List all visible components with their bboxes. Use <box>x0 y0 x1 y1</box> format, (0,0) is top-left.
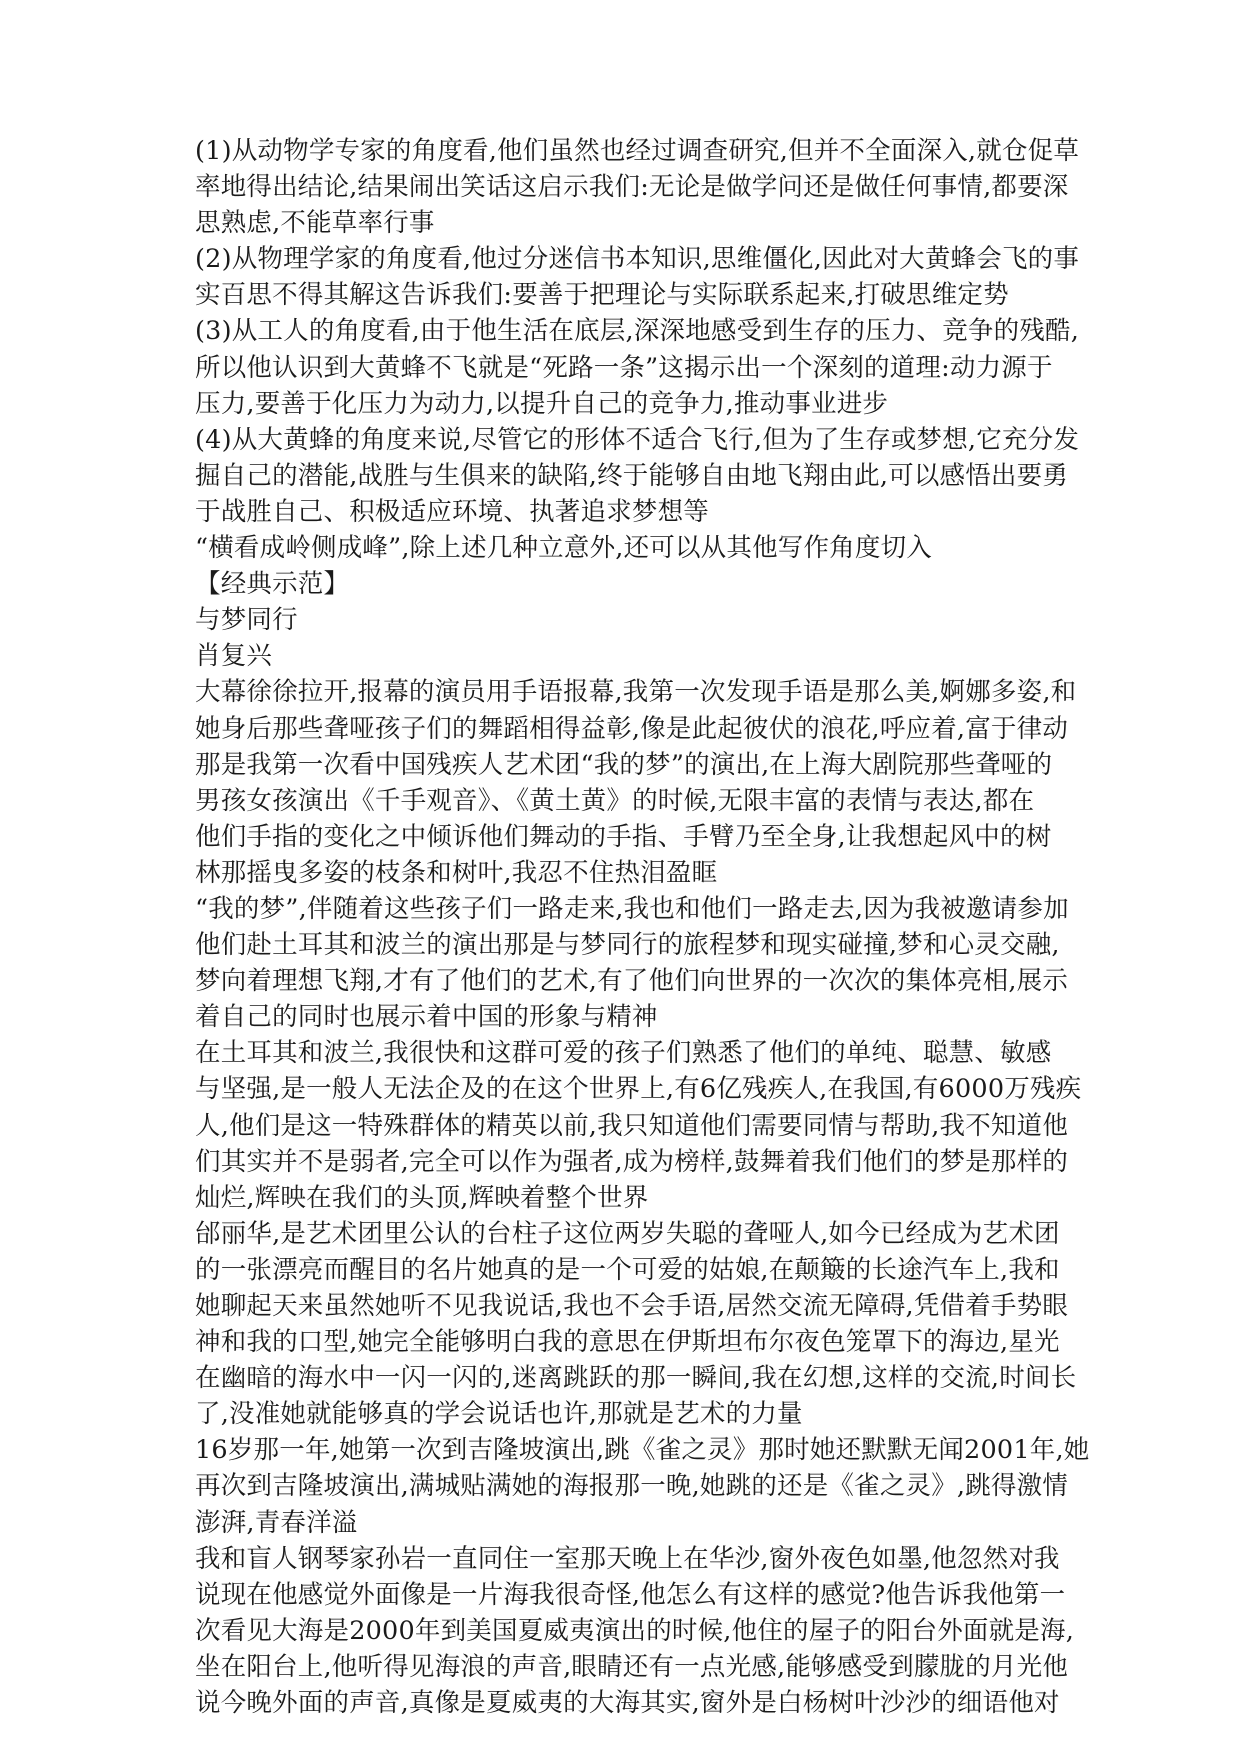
text-line: 的一张漂亮而醒目的名片她真的是一个可爱的姑娘,在颠簸的长途汽车上,我和 <box>195 1254 1060 1285</box>
text-line: 人,他们是这一特殊群体的精英以前,我只知道他们需要同情与帮助,我不知道他 <box>195 1110 1069 1141</box>
paragraph-worker <box>195 313 1080 421</box>
essay-author <box>195 638 1045 674</box>
paragraph-sun-yan <box>195 1541 1075 1721</box>
text-line: 男孩女孩演出《千手观音》、《黄土黄》的时候,无限丰富的表情与表达,都在 <box>195 785 1035 816</box>
paragraph-my-dream <box>195 891 1069 1035</box>
text-line: 灿烂,辉映在我们的头顶,辉映着整个世界 <box>195 1182 649 1213</box>
text-line: 说今晚外面的声音,真像是夏威夷的大海其实,窗外是白杨树叶沙沙的细语他对 <box>195 1688 1060 1719</box>
text-line: 16岁那一年,她第一次到吉隆坡演出,跳《雀之灵》那时她还默默无闻2001年,她 <box>195 1435 1090 1466</box>
text-line: 澎湃,青春洋溢 <box>195 1507 358 1538</box>
text-line: 梦向着理想飞翔,才有了他们的艺术,有了他们向世界的一次次的集体亮相,展示 <box>195 966 1069 997</box>
text-line: (3)从工人的角度看,由于他生活在底层,深深地感受到生存的压力、竞争的残酷, <box>195 316 1080 347</box>
section-heading <box>195 566 1045 602</box>
text-line: 掘自己的潜能,战胜与生俱来的缺陷,终于能够自由地飞翔由此,可以感悟出要勇 <box>195 460 1069 491</box>
text-line: “我的梦”,伴随着这些孩子们一路走来,我也和他们一路走去,因为我被邀请参加 <box>195 893 1069 924</box>
text-line: 她聊起天来虽然她听不见我说话,我也不会手语,居然交流无障碍,凭借着手势眼 <box>195 1291 1069 1321</box>
paragraph-tai-lihua <box>195 1216 1077 1433</box>
text-line: 大幕徐徐拉开,报幕的演员用手语报幕,我第一次发现手语是那么美,婀娜多姿,和 <box>195 677 1077 708</box>
text-line: 坐在阳台上,他听得见海浪的声音,眼睛还有一点光感,能够感受到朦胧的月光他 <box>195 1651 1069 1682</box>
text-line: “横看成岭侧成峰”,除上述几种立意外,还可以从其他写作角度切入 <box>195 533 932 564</box>
text-line: 与梦同行 <box>195 605 298 636</box>
text-line: 们其实并不是弱者,完全可以作为强者,成为榜样,鼓舞着我们他们的梦是那样的 <box>195 1146 1069 1177</box>
text-line: 实百思不得其解这告诉我们:要善于把理论与实际联系起来,打破思维定势 <box>195 280 1009 311</box>
text-line: 压力,要善于化压力为动力,以提升自己的竞争力,推动事业进步 <box>195 388 889 419</box>
text-line: 了,没准她就能够真的学会说话也许,那就是艺术的力量 <box>195 1399 803 1430</box>
text-line: (2)从物理学家的角度看,他过分迷信书本知识,思维僵化,因此对大黄蜂会飞的事 <box>195 244 1080 275</box>
text-line: 与坚强,是一般人无法企及的在这个世界上,有6亿残疾人,在我国,有6000万残疾 <box>195 1074 1082 1105</box>
paragraph-curtain <box>195 674 1077 891</box>
paragraph-biologist <box>195 133 1080 241</box>
paragraph-turkey-poland <box>195 1035 1082 1215</box>
text-line: 肖复兴 <box>195 641 273 672</box>
paragraph-other-angles <box>195 530 1045 566</box>
text-line: 林那摇曳多姿的枝条和树叶,我忍不住热泪盈眶 <box>195 857 718 888</box>
text-line: 我和盲人钢琴家孙岩一直同住一室那天晚上在华沙,窗外夜色如墨,他忽然对我 <box>195 1543 1060 1574</box>
essay-title <box>195 602 1045 638</box>
text-line: 【经典示范】 <box>195 569 350 600</box>
text-line: 神和我的口型,她完全能够明白我的意思在伊斯坦布尔夜色笼罩下的海边,星光 <box>195 1327 1060 1358</box>
text-line: 他们手指的变化之中倾诉他们舞动的手指、手臂乃至全身,让我想起风中的树 <box>195 821 1052 852</box>
text-line: 那是我第一次看中国残疾人艺术团“我的梦”的演出,在上海大剧院那些聋哑的 <box>195 749 1053 780</box>
text-line: 所以他认识到大黄蜂不飞就是“死路一条”这揭示出一个深刻的道理:动力源于 <box>195 352 1053 383</box>
text-line: 思熟虑,不能草率行事 <box>195 208 435 239</box>
paragraph-bumblebee <box>195 422 1080 530</box>
text-line: (4)从大黄蜂的角度来说,尽管它的形体不适合飞行,但为了生存或梦想,它充分发 <box>195 424 1080 455</box>
text-line: 他们赴土耳其和波兰的演出那是与梦同行的旅程梦和现实碰撞,梦和心灵交融, <box>195 930 1060 961</box>
paragraph-physicist <box>195 241 1080 313</box>
text-line: 再次到吉隆坡演出,满城贴满她的海报那一晚,她跳的还是《雀之灵》,跳得激情 <box>195 1471 1069 1502</box>
document-page <box>195 133 1090 1721</box>
text-line: 于战胜自己、积极适应环境、执著追求梦想等 <box>195 496 710 527</box>
text-line: 她身后那些聋哑孩子们的舞蹈相得益彰,像是此起彼伏的浪花,呼应着,富于律动 <box>195 713 1069 744</box>
text-line: (1)从动物学专家的角度看,他们虽然也经过调查研究,但并不全面深入,就仓促草 <box>195 136 1080 166</box>
text-line: 次看见大海是2000年到美国夏威夷演出的时候,他住的屋子的阳台外面就是海, <box>195 1615 1075 1646</box>
text-line: 着自己的同时也展示着中国的形象与精神 <box>195 1002 658 1033</box>
text-line: 率地得出结论,结果闹出笑话这启示我们:无论是做学问还是做任何事情,都要深 <box>195 172 1069 203</box>
text-line: 说现在他感觉外面像是一片海我很奇怪,他怎么有这样的感觉?他告诉我他第一 <box>195 1579 1066 1610</box>
paragraph-kuala-lumpur <box>195 1432 1090 1540</box>
text-line: 在幽暗的海水中一闪一闪的,迷离跳跃的那一瞬间,我在幻想,这样的交流,时间长 <box>195 1363 1077 1394</box>
text-line: 邰丽华,是艺术团里公认的台柱子这位两岁失聪的聋哑人,如今已经成为艺术团 <box>195 1218 1060 1249</box>
text-line: 在土耳其和波兰,我很快和这群可爱的孩子们熟悉了他们的单纯、聪慧、敏感 <box>195 1038 1052 1069</box>
